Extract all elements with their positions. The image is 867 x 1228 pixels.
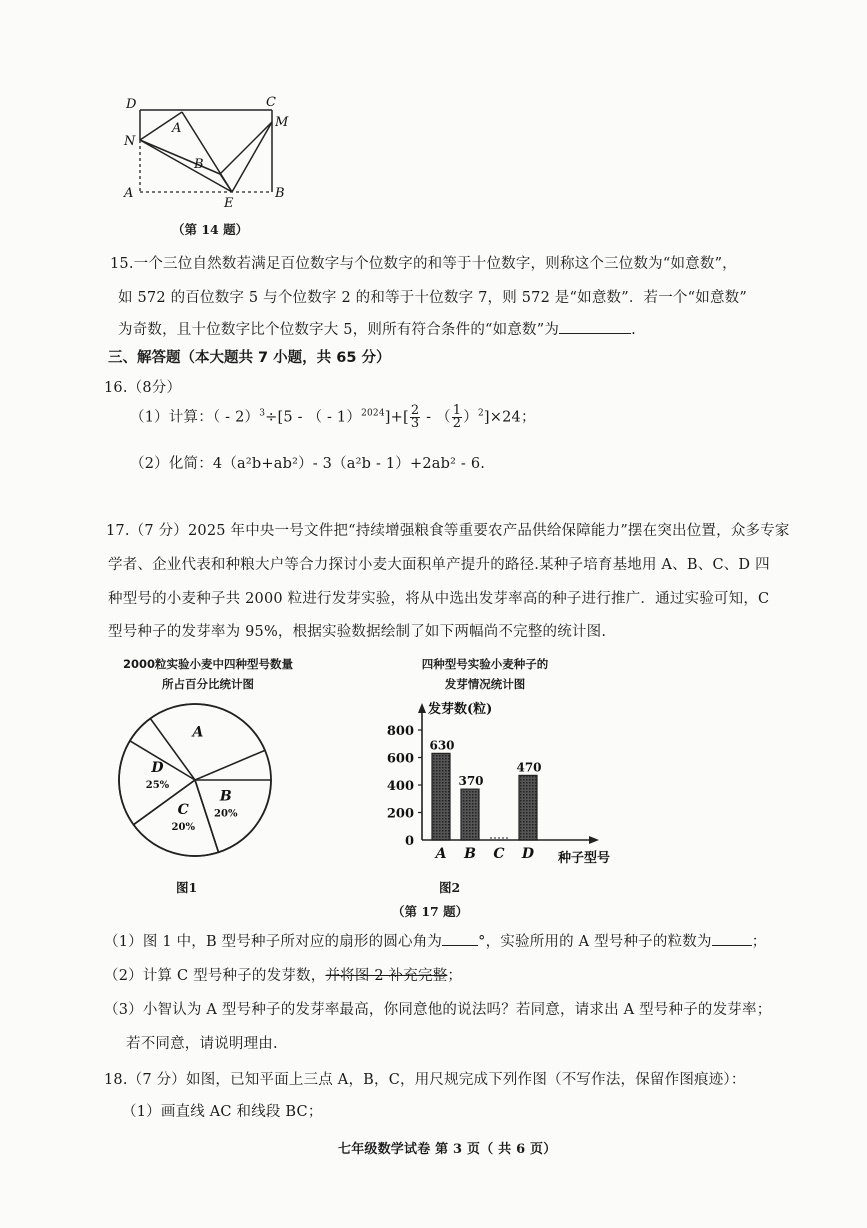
q16-p1-mid: ÷[5 - （ - 1）: [265, 409, 362, 426]
q17-sub-1: [104, 930, 766, 951]
fig14-line-NB: [140, 140, 220, 174]
q16-p1-prefix: （1）计算：（ - 2）: [130, 409, 260, 426]
q17-line-2: 学者、企业代表和种粮大户等合力探讨小麦大面积单产提升的路径.某种子培育基地用 A、B、C、D 四: [108, 557, 770, 573]
q16-frac1-num: 2: [410, 403, 420, 418]
q16-frac1-den: 3: [410, 416, 420, 431]
section-3-heading: 三、解答题（本大题共 7 小题，共 65 分）: [108, 350, 391, 366]
q17-sub-3-line-2: 若不同意，请说明理由.: [126, 1036, 278, 1052]
pie-label-a: A: [192, 724, 204, 741]
q17-sub1-text-a: （1）图 1 中，B 型号种子所对应的扇形的圆心角为: [104, 934, 443, 950]
bar-y-tick-label: 600: [386, 751, 414, 767]
bar-category-label-d: D: [521, 846, 535, 862]
fig14-label-C: C: [266, 95, 276, 110]
bar-chart: [370, 695, 630, 870]
q17-sub1-text-c: ；: [751, 934, 767, 950]
figure-14-caption: （第 14 题）: [172, 222, 249, 237]
q16-frac2-num: 1: [452, 403, 462, 418]
q17-count-blank[interactable]: [712, 931, 752, 946]
pie-label-c: C: [177, 802, 189, 819]
pie-chart-title-line2: 所占百分比统计图: [162, 677, 254, 691]
q16-frac2-den: 2: [452, 416, 462, 431]
bar-y-tick-label: 0: [404, 834, 414, 849]
pie-label-b: B: [219, 788, 232, 805]
pie-chart-title: [108, 654, 308, 694]
q16-heading: 16.（8分）: [104, 380, 182, 396]
fig14-label-D: D: [126, 97, 137, 112]
q17-sub-3-line-1: （3）小智认为 A 型号种子的发芽率最高，你同意他的说法吗？若同意，请求出 A 型号种子的发芽率；: [104, 1002, 772, 1018]
q15-line-1: 15.一个三位自然数若满足百位数字与个位数字的和等于十位数字，则称这个三位数为“如意数”，: [110, 256, 737, 272]
q17-line-4: 型号种子的发芽率为 95%，根据实验数据绘制了如下两幅尚不完整的统计图.: [108, 624, 607, 640]
q15-answer-blank[interactable]: [559, 319, 631, 334]
fig14-label-B-mid: B: [194, 157, 204, 172]
q15-line-3: [118, 318, 636, 339]
pie-chart: [110, 695, 290, 865]
fig14-line-NE: [140, 140, 232, 192]
q16-p1-minus: - （: [421, 409, 451, 426]
bar-category-label-b: B: [464, 846, 476, 862]
bar-data-label-a: 630: [429, 738, 455, 753]
q17-sub-2: [104, 964, 462, 985]
bar-b: [461, 789, 479, 840]
pie-chart-caption: 图1: [176, 880, 198, 895]
pie-percent-c: 20%: [171, 822, 195, 834]
bar-chart-title: [395, 654, 575, 694]
q16-p1-close: ）: [463, 409, 478, 426]
q17-line-3: 种型号的小麦种子共 2000 粒进行发芽实验，将从中选出发芽率高的种子进行推广．通过实验可知，C: [108, 591, 770, 607]
q16-fraction-1-2: [452, 405, 462, 430]
q18-line-2: （1）画直线 AC 和线段 BC；: [122, 1104, 323, 1120]
q17-angle-blank[interactable]: [442, 931, 478, 946]
fig14-label-M: M: [275, 115, 289, 130]
q15-line-3-end: .: [631, 322, 636, 338]
bar-y-tick-label: 800: [386, 724, 414, 739]
figure-14: [110, 88, 300, 218]
q16-part-1: [130, 405, 536, 430]
bar-category-label-a: A: [435, 846, 447, 862]
bar-chart-title-line2: 发芽情况统计图: [444, 677, 526, 691]
bar-data-label-b: 370: [458, 774, 484, 789]
q17-sub2-text: （2）计算 C 型号种子的发芽数，: [104, 968, 326, 984]
bar-a: [432, 753, 450, 840]
fig14-label-N: N: [124, 134, 136, 149]
q16-p1-tail: ]×24；: [483, 409, 536, 426]
bar-d: [519, 775, 537, 840]
bar-x-axis-label: 种子型号: [558, 851, 611, 866]
fig14-label-B-right: B: [275, 186, 285, 201]
bar-y-axis-label: 发芽数(粒): [428, 702, 493, 717]
fig14-label-E: E: [224, 196, 234, 211]
bar-y-tick-label: 200: [386, 806, 414, 822]
pie-percent-b: 20%: [214, 808, 238, 820]
bar-chart-title-line1: 四种型号实验小麦种子的: [421, 657, 549, 671]
page-footer: 七年级数学试卷 第 3 页（ 共 6 页）: [338, 1142, 557, 1157]
q17-sub1-text-b: °，实验所用的 A 型号种子的粒数为: [478, 934, 712, 950]
pie-slice-c: [134, 780, 219, 856]
fig14-label-A-top: A: [172, 121, 182, 136]
q16-part-2: （2）化简：4（a²b+ab²）- 3（a²b - 1）+2ab² - 6.: [130, 456, 486, 472]
bar-x-axis-arrow: [589, 836, 599, 844]
fig14-label-A-bottom: A: [124, 186, 134, 201]
pie-label-d: D: [151, 760, 164, 777]
bar-chart-caption: 图2: [439, 880, 461, 895]
q16-p1-after: ]+[: [384, 409, 409, 426]
q17-sub2-end: ；: [447, 968, 463, 984]
q16-p1-exp3: 3: [259, 408, 266, 419]
q16-p1-exp2: 2: [477, 408, 484, 419]
pie-chart-title-line1: 2000粒实验小麦中四种型号数量: [122, 657, 293, 671]
pie-percent-d: 25%: [145, 780, 170, 792]
q17-sub2-struck-text: 并将图 2 补充完整: [325, 968, 448, 984]
bar-category-label-c: C: [493, 846, 505, 862]
q16-fraction-2-3: [410, 405, 420, 430]
q15-line-3-text: 为奇数，且十位数字比个位数字大 5，则所有符合条件的“如意数”为: [118, 322, 560, 338]
q18-line-1: 18.（7 分）如图，已知平面上三点 A，B，C，用尺规完成下列作图（不写作法，保留作图痕迹）：: [104, 1072, 746, 1088]
bar-y-axis-arrow: [418, 703, 426, 713]
pie-slice-a: [130, 704, 265, 780]
figure-17-caption: （第 17 题）: [392, 904, 469, 919]
q17-line-1: 17.（7 分）2025 年中央一号文件把“持续增强粮食等重要农产品供给保障能力”摆在突出位置，众多专家: [106, 523, 790, 539]
q15-line-2: 如 572 的百位数字 5 与个位数字 2 的和等于十位数字 7，则 572 是“如意数”．若一个“如意数”: [118, 290, 747, 306]
bar-data-label-d: 470: [516, 760, 542, 775]
q16-p1-exp2024: 2024: [361, 408, 385, 419]
bar-y-tick-label: 400: [386, 779, 414, 794]
